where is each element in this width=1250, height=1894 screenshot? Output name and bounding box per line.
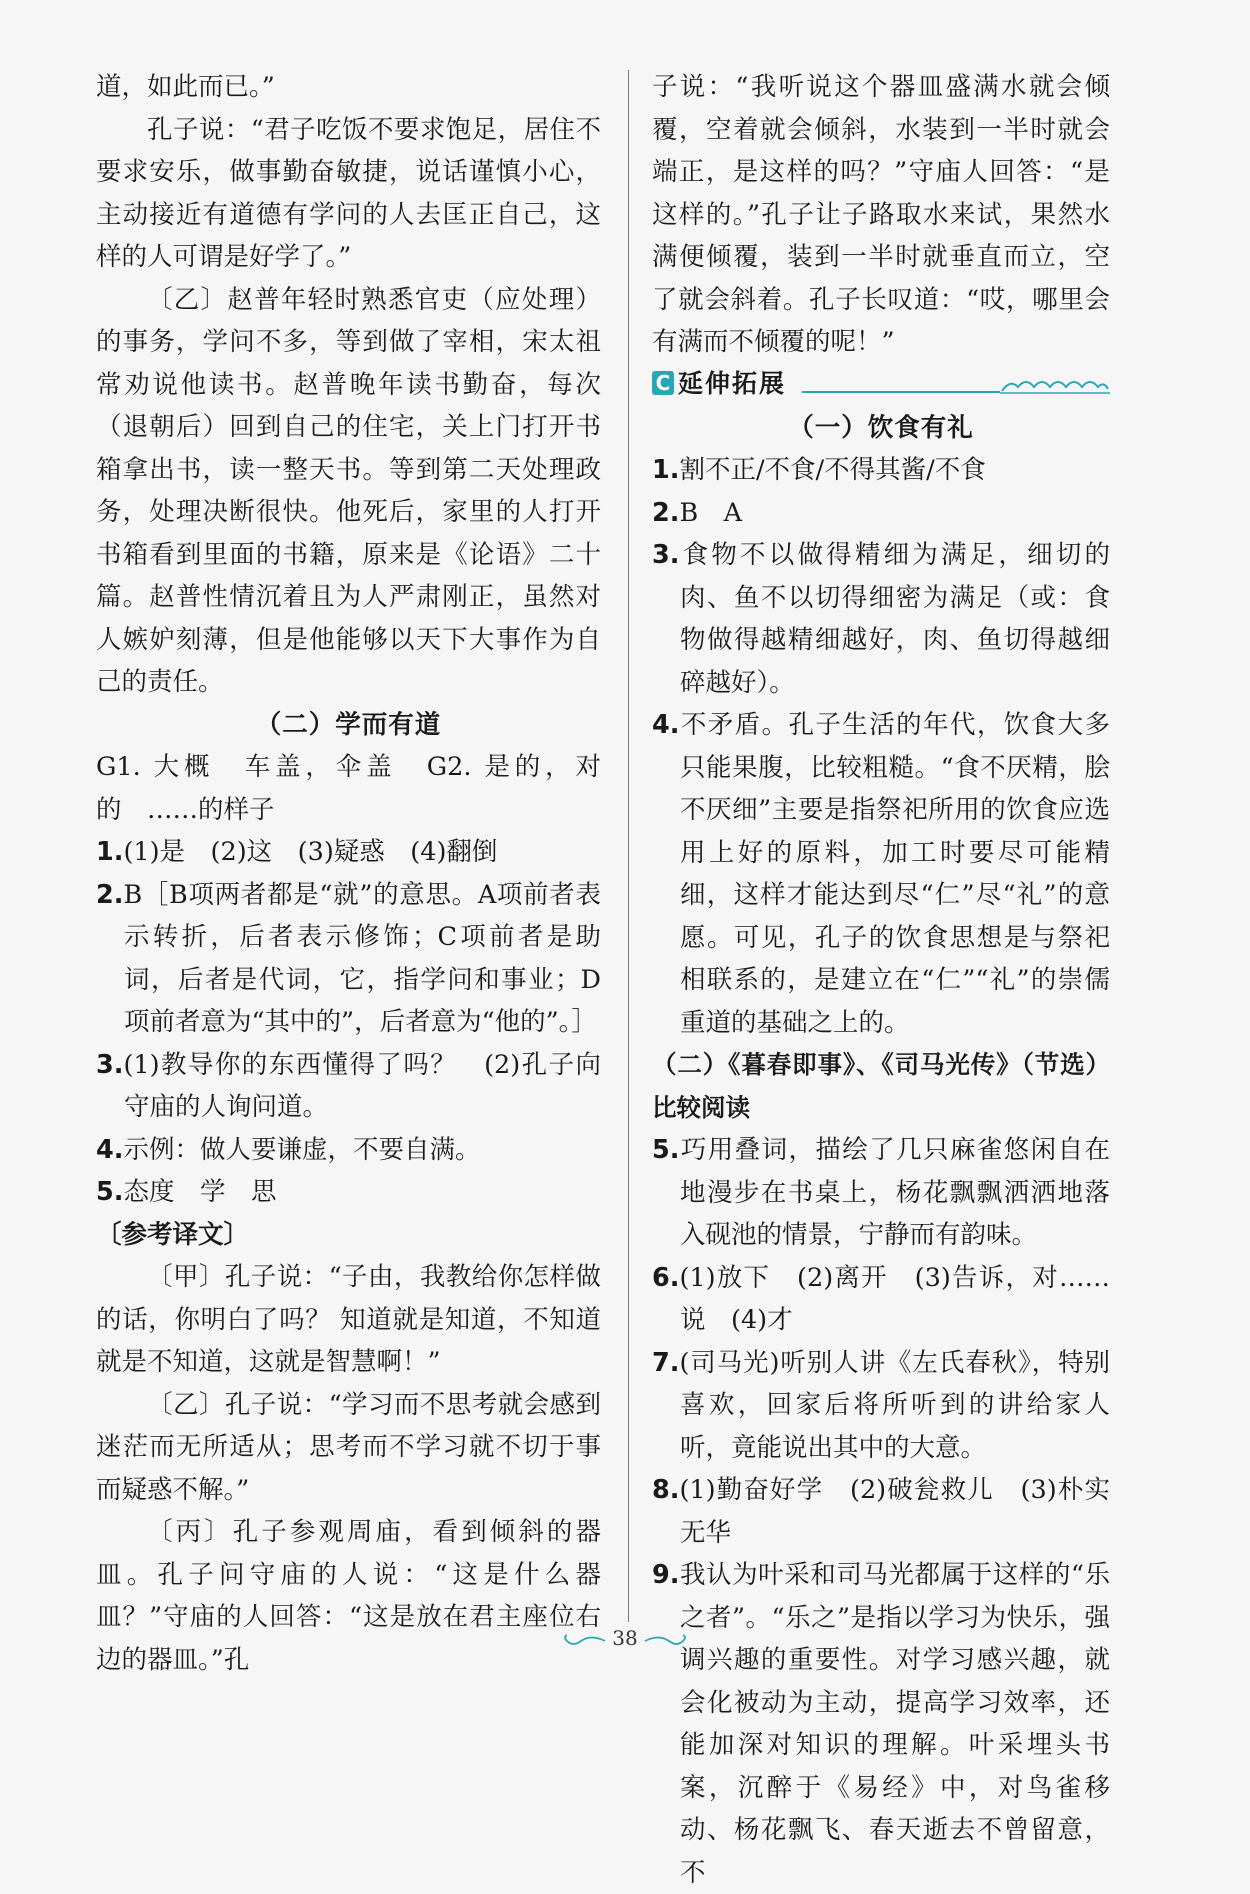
answer-item	[652, 1129, 1110, 1257]
item-number: 7.	[652, 1347, 680, 1378]
vocab-line: G1. 大概 车盖，伞盖 G2. 是的，对的 ……的样子	[96, 752, 601, 825]
paragraph: 〔乙〕赵普年轻时熟悉官吏（应处理）的事务，学问不多，等到做了宰相，宋太祖常劝说他读书。赵普晚年读书勤奋，每次（退朝后）回到自己的住宅，关上门打开书箱拿出书，读一整天书。等到第二天处理政务，处理决断很快。他死后，家里的人打开书箱看到里面的书籍，原来是《论语》二十篇。赵普性情沉着且为人严肃刚正，虽然对人嫉妒刻薄，但是他能够以天下大事作为自己的责任。	[96, 284, 601, 697]
answer-item	[652, 449, 1110, 492]
answer-item	[96, 1044, 601, 1129]
item-number: 6.	[652, 1262, 680, 1293]
answer-item	[652, 704, 1110, 1044]
item-text: (1)教导你的东西懂得了吗？ (2)孔子向守庙的人询问道。	[123, 1049, 601, 1122]
subsection-title: （二）《暮春即事》、《司马光传》（节选）比较阅读	[652, 1050, 1110, 1122]
answer-item	[652, 534, 1110, 704]
section-badge: C	[652, 371, 674, 395]
answer-item	[652, 1257, 1110, 1342]
left-swirl-icon	[561, 1632, 607, 1650]
paragraph: 孔子说：“君子吃饭不要求饱足，居住不要求安乐，做事勤奋敏捷，说话谨慎小心，主动接近有道德有学问的人去匡正自己，这样的人可谓是好学了。”	[96, 114, 601, 272]
item-text: (1)放下 (2)离开 (3)告诉，对……说 (4)才	[679, 1262, 1110, 1335]
item-text: 巧用叠词，描绘了几只麻雀悠闲自在地漫步在书桌上，杨花飘飘洒洒地落入砚池的情景，宁静而有韵味。	[679, 1135, 1110, 1250]
item-text: 我认为叶采和司马光都属于这样的“乐之者”。“乐之”是指以学习为快乐，强调兴趣的重要性。对学习感兴趣，就会化被动为主动，提高学习效率，还能加深对知识的理解。叶采埋头书案，沉醉于《易经》中，对鸟雀移动、杨花飘飞、春天逝去不曾留意，不	[679, 1560, 1110, 1888]
answer-item	[652, 1554, 1110, 1894]
item-number: 1.	[652, 455, 680, 485]
item-number: 4.	[96, 1134, 124, 1165]
item-number: 4.	[652, 710, 680, 740]
item-number: 1.	[96, 837, 124, 867]
answer-item	[96, 874, 601, 1044]
item-text: 割不正/不食/不得其酱/不食	[679, 455, 986, 485]
answer-item	[652, 1469, 1110, 1554]
item-number: 8.	[652, 1475, 680, 1505]
item-text: (1)勤奋好学 (2)破瓮救儿 (3)朴实无华	[679, 1475, 1110, 1548]
section-title: （二）学而有道	[255, 709, 442, 740]
item-number: 3.	[96, 1049, 124, 1080]
answer-item	[652, 492, 1110, 535]
answer-item	[652, 1342, 1110, 1470]
item-text: (1)是 (2)这 (3)疑惑 (4)翻倒	[123, 837, 498, 867]
item-text: 不矛盾。孔子生活的年代，饮食大多只能果腹，比较粗糙。“食不厌精，脍不厌细”主要是指祭祀所用的饮食应选用上好的原料，加工时要尽可能精细，这样才能达到尽“仁”尽“礼”的意愿。可见，孔子的饮食思想是与祭祀相联系的，是建立在“仁”“礼”的崇儒重道的基础之上的。	[679, 710, 1110, 1038]
item-text: B A	[679, 497, 743, 528]
column-divider	[628, 70, 629, 1622]
page-number: 38	[612, 1626, 638, 1650]
section-heading: 延伸拓展	[678, 368, 787, 398]
section-rule	[802, 391, 1000, 393]
wave-ornament-icon	[1000, 373, 1110, 397]
page-footer	[0, 1626, 1250, 1650]
left-column	[96, 66, 601, 1681]
right-column	[652, 66, 1110, 1894]
translation-paragraph: 〔乙〕孔子说：“学习而不思考就会感到迷茫而无所适从；思考而不学习就不切于事而疑惑不解。”	[96, 1389, 601, 1505]
translation-paragraph: 〔甲〕孔子说：“子由，我教给你怎样做的话，你明白了吗？ 知道就是知道，不知道就是不知道，这就是智慧啊！”	[96, 1262, 601, 1377]
translation-paragraph: 〔丙〕孔子参观周庙，看到倾斜的器皿。孔子问守庙的人说：“这是什么器皿？”守庙的人回答：“这是放在君主座位右边的器皿。”孔	[96, 1517, 601, 1675]
item-number: 2.	[96, 879, 124, 910]
item-number: 2.	[652, 497, 680, 528]
item-number: 9.	[652, 1560, 680, 1590]
reference-label: 〔参考译文〕	[96, 1219, 250, 1250]
answer-item	[96, 1129, 601, 1172]
subsection-title: （一）饮食有礼	[788, 412, 974, 443]
answer-item	[96, 1171, 601, 1214]
right-swirl-icon	[643, 1632, 689, 1650]
item-number: 3.	[652, 540, 680, 570]
item-text: (司马光)听别人讲《左氏春秋》，特别喜欢，回家后将所听到的讲给家人听，竟能说出其中的大意。	[679, 1347, 1110, 1463]
item-text: 态度 学 思	[123, 1177, 277, 1207]
answer-item	[96, 831, 601, 874]
paragraph: 子说：“我听说这个器皿盛满水就会倾覆，空着就会倾斜，水装到一半时就会端正，是这样的吗？”守庙人回答：“是这样的。”孔子让子路取水来试，果然水满便倾覆，装到一半时就垂直而立，空了就会斜着。孔子长叹道：“哎，哪里会有满而不倾覆的呢！”	[652, 72, 1110, 357]
item-text: B［B项两者都是“就”的意思。A项前者表示转折，后者表示修饰；C项前者是助词，后者是代词，它，指学问和事业；D项前者意为“其中的”，后者意为“他的”。］	[123, 879, 601, 1037]
item-number: 5.	[652, 1135, 680, 1165]
item-text: 食物不以做得精细为满足，细切的肉、鱼不以切得细密为满足（或：食物做得越精细越好，肉、鱼切得越细碎越好）。	[679, 540, 1110, 698]
section-header	[652, 367, 1110, 401]
item-text: 示例：做人要谦虚，不要自满。	[123, 1134, 481, 1165]
text-line: 道，如此而已。”	[96, 72, 275, 102]
item-number: 5.	[96, 1177, 124, 1207]
